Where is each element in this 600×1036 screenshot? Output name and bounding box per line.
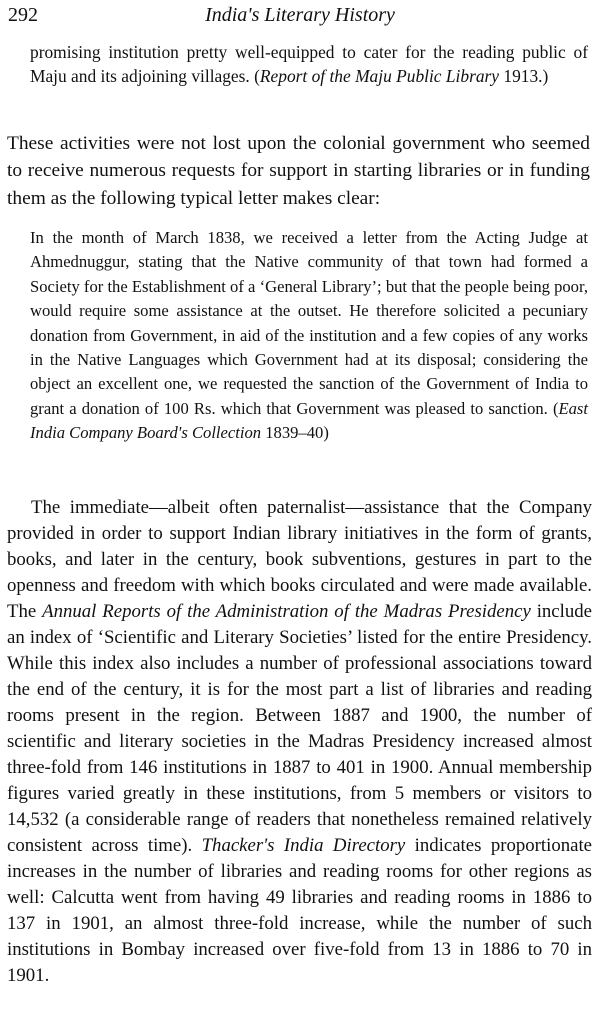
- page-header: [8, 4, 592, 30]
- quote-top-citation-title: Report of the Maju Public Library: [259, 66, 500, 87]
- paragraph-2-part-2: include an index of ‘Scientific and Literary Societies’ listed for the entire Presidency. While this index also includes a number of professional associations toward the end of the century, it is for the most part a list of libraries and reading rooms present in the region. Between 1887 and 1900, the number of scientific and literary societies in the Madras Presidency increased almost three-fold from 146 institutions in 1887 to 401 in 1900. Annual membership figures varied greatly in these institutions, from 5 members or visitors to 14,532 (a considerable range of readers that nonetheless remained relatively consistent across time).: [7, 601, 592, 856]
- page-number: 292: [8, 4, 38, 26]
- body-paragraph-2: [7, 495, 592, 989]
- thackers-directory-title: Thacker's India Directory: [201, 835, 406, 856]
- block-quote-letter: [30, 226, 588, 446]
- body-paragraph-1: [7, 130, 590, 212]
- paragraph-2-part-3: indicates proportionate increases in the number of libraries and reading rooms for other regions as well: Calcutta went from having 49 libraries and reading rooms in 1886 to 137 in 1901, an almost three-fold increase, while the number of such institutions in Bombay increased over five-fold from 13 in 1886 to 70 in 1901.: [7, 835, 593, 986]
- running-head: India's Literary History: [205, 4, 395, 26]
- annual-reports-title: Annual Reports of the Administration of the Madras Presidency: [42, 601, 531, 622]
- quote-top-text: [30, 40, 588, 89]
- paragraph-1-text: These activities were not lost upon the colonial government who seemed to receive numerous requests for support in starting libraries or in funding them as the following typical letter makes clear:: [7, 133, 590, 209]
- quote-letter-text: [30, 226, 588, 446]
- quote-top-body: promising institution pretty well-equipped to cater for the reading public of Maju and its adjoining villages. (: [30, 42, 588, 87]
- paragraph-2-text: [7, 495, 592, 989]
- quote-letter-body: In the month of March 1838, we received a letter from the Acting Judge at Ahmednuggur, stating that the Native community of that town had formed a Society for the Establishment of a ‘General Library’; but that the people being poor, would require some assistance at the outset. He therefore solicited a pecuniary donation from Government, in aid of the institution and a few copies of any works in the Native Languages which Government had at its disposal; considering the object an excellent one, we requested the sanction of the Government of India to grant a donation of 100 Rs. which that Government was pleased to sanction. (: [30, 228, 588, 418]
- block-quote-top: [30, 40, 588, 89]
- quote-letter-citation-end: 1839–40): [261, 423, 329, 443]
- paragraph-2-part-1: The immediate—albeit often paternalist—assistance that the Company provided in order to support Indian library initiatives in the form of grants, books, and later in the century, book subventions, gestures in part to the openness and freedom with which books circulated and were made available. The: [7, 497, 592, 622]
- quote-top-citation-end: 1913.): [499, 66, 549, 87]
- quote-letter-citation-title: East India Company Board's Collection: [30, 398, 588, 443]
